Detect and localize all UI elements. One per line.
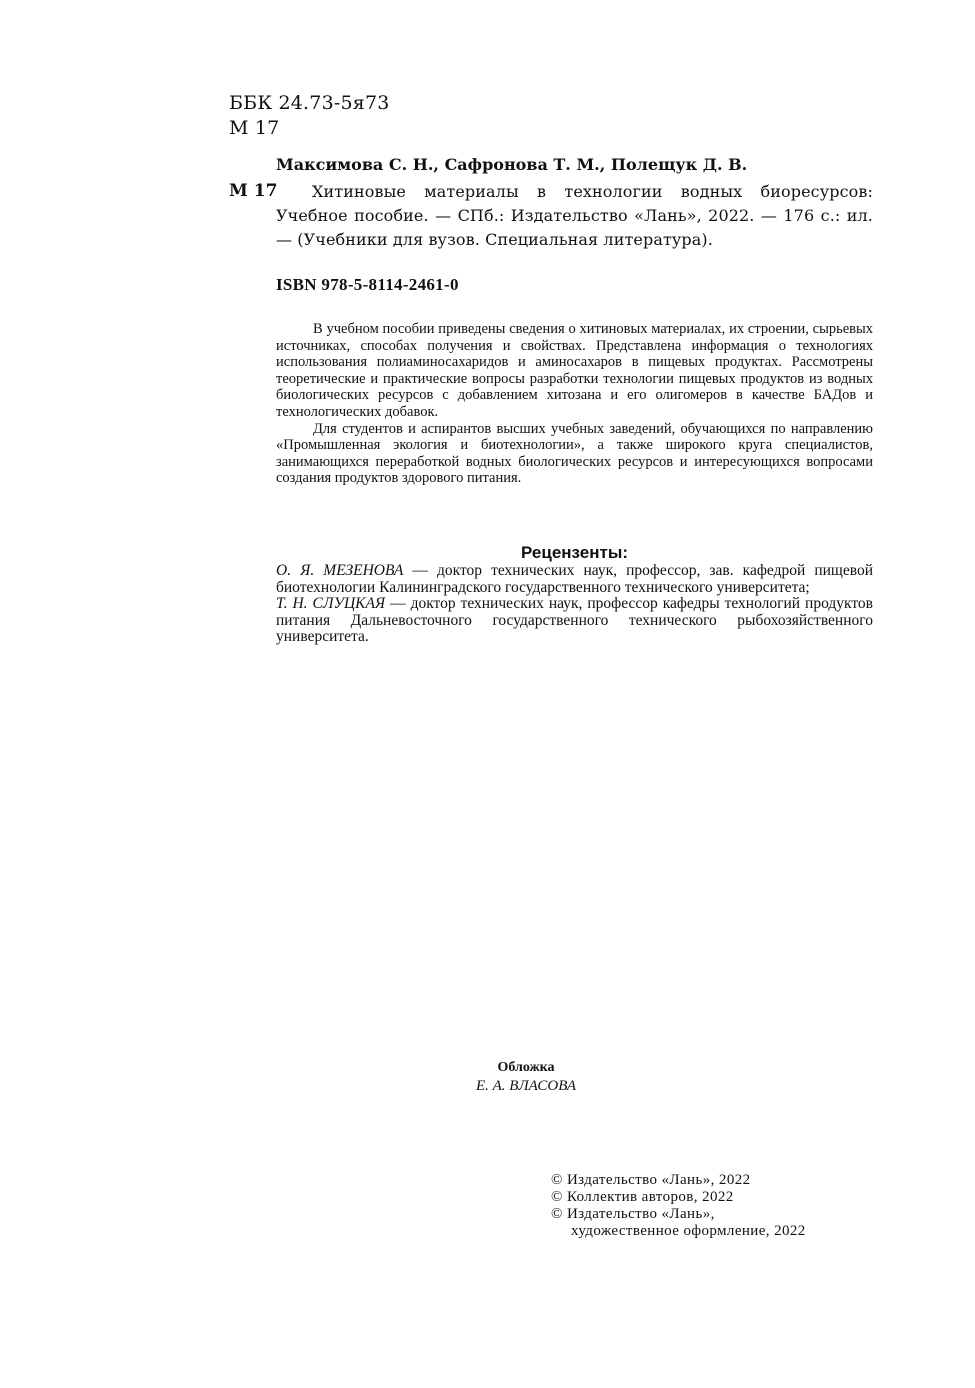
reviewer-description: — доктор технических наук, профессор, зав. кафедрой пищевой биотехнологии Калининградского государственного технического университета; bbox=[276, 562, 873, 596]
copyright-block bbox=[551, 1172, 806, 1240]
cover-label: Обложка bbox=[497, 1060, 555, 1075]
reviewer-name: О. Я. МЕЗЕНОВА bbox=[276, 562, 404, 579]
reviewers-list bbox=[276, 563, 873, 646]
bbk-code: ББК 24.73-5я73 bbox=[229, 92, 390, 114]
isbn: ISBN 978-5-8114-2461-0 bbox=[276, 275, 459, 294]
annotation-paragraph: Для студентов и аспирантов высших учебных заведений, обучающихся по направлению «Промышленная экология и биотехнологии», а также широкого круга специалистов, занимающихся переработкой водных биологических ресурсов и интересующихся вопросами создания продуктов здорового питания. bbox=[276, 420, 873, 487]
entry-code: М 17 bbox=[229, 181, 278, 201]
copyright-line: художественное оформление, 2022 bbox=[571, 1223, 806, 1239]
reviewer-entry bbox=[276, 596, 873, 646]
copyright-line: © Коллектив авторов, 2022 bbox=[551, 1189, 734, 1205]
annotation bbox=[276, 321, 873, 487]
reviewer-name: Т. Н. СЛУЦКАЯ bbox=[276, 595, 386, 613]
copyright-line: © Издательство «Лань», bbox=[551, 1206, 715, 1222]
cover-designer: Е. А. ВЛАСОВА bbox=[475, 1078, 577, 1094]
cover-credit bbox=[276, 1059, 776, 1095]
annotation-paragraph: В учебном пособии приведены сведения о хитиновых материалах, их строении, сырьевых источниках, способах получения и свойствах. Представлена информация о технологиях использования полиаминосахаридов и аминосахаров в пищевых продуктах. Рассмотрены теоретические и практические вопросы разработки технологии пищевых продуктов из водных биологических ресурсов с добавлением хитозана и его олигомеров в качестве БАДов и технологических добавок. bbox=[276, 321, 873, 420]
bibliographic-entry: Хитиновые материалы в технологии водных биоресурсов: Учебное пособие. — СПб.: Издательство «Лань», 2022. — 176 с.: ил. — (Учебники для вузов. Специальная литература). bbox=[276, 182, 873, 249]
reviewer-description: — доктор технических наук, профессор кафедры технологий продуктов питания Дальневосточного государственного технического рыбохозяйственного университета. bbox=[276, 595, 873, 646]
author-code: М 17 bbox=[229, 117, 280, 139]
reviewers-heading: Рецензенты: bbox=[521, 543, 628, 562]
copyright-line: © Издательство «Лань», 2022 bbox=[551, 1172, 751, 1188]
authors-line: Максимова С. Н., Сафронова Т. М., Полещук Д. В. bbox=[276, 155, 748, 174]
reviewer-entry bbox=[276, 563, 873, 596]
